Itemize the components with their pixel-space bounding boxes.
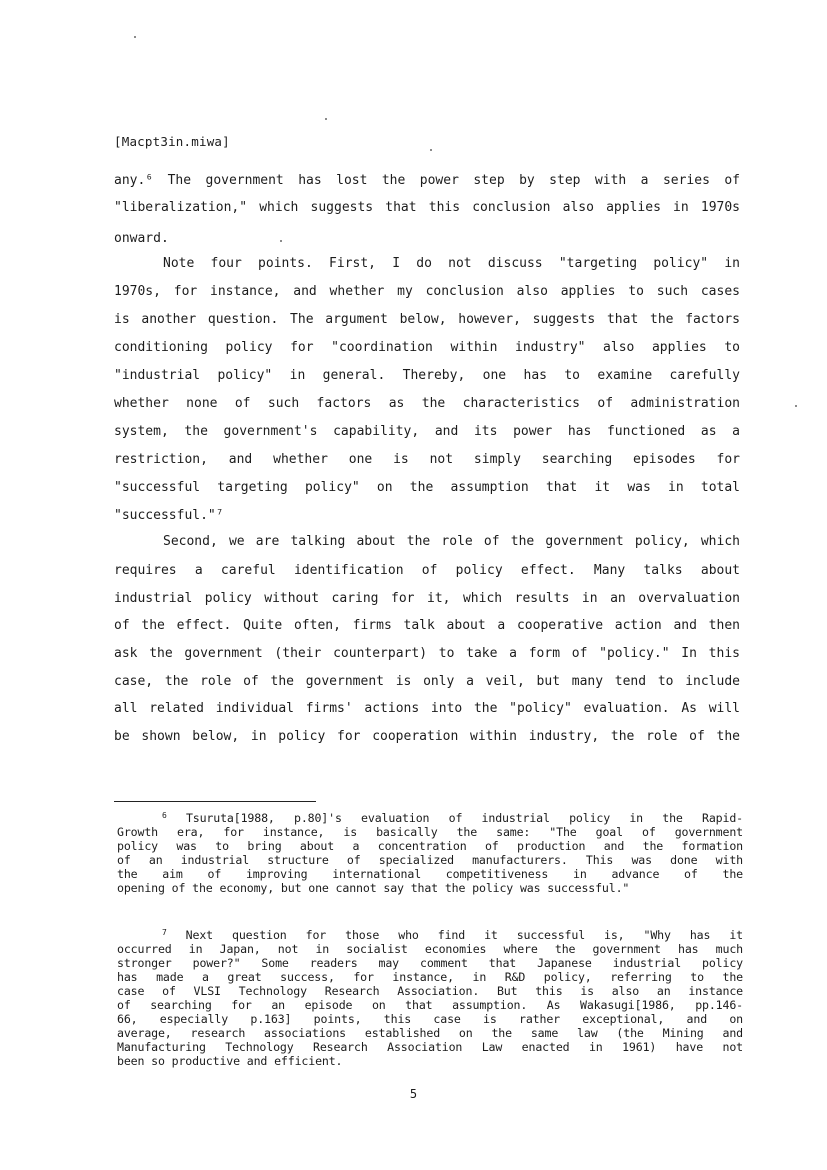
footnote-marker: 7 [162,928,167,937]
footnote-line: Manufacturing Technology Research Association Law enacted in 1961) have not [117,1040,743,1054]
body-line: requires a careful identification of policy effect. Many talks about [114,563,740,578]
scan-speck [795,405,797,407]
footnote-line: average, research associations established on the same law (the Mining and [117,1026,743,1040]
footnote-line: of searching for an episode on that assumption. As Wakasugi[1986, pp.146- [117,998,743,1012]
body-line: "liberalization," which suggests that this conclusion also applies in 1970s [114,200,740,215]
footnote-line: been so productive and efficient. [117,1054,343,1068]
footnote-text: Tsuruta[1988, p.80]'s evaluation of industrial policy in the Rapid- [185,811,743,825]
footnote-text: Next question for those who find it successful is, "Why has it [185,928,743,942]
footnote-line: of an industrial structure of specialized manufacturers. This was done with [117,853,743,867]
footnote-marker: 6 [162,811,167,820]
body-line: be shown below, in policy for cooperation within industry, the role of the [114,729,740,744]
footnote-line: the aim of improving international competitiveness in advance of the [117,867,743,881]
body-line: industrial policy without caring for it, which results in an overvaluation [114,591,740,606]
footnote-line: occurred in Japan, not in socialist economies where the government has much [117,942,743,956]
body-line: of the effect. Quite often, firms talk about a cooperative action and then [114,618,740,633]
body-line: Note four points. First, I do not discuss "targeting policy" in [163,256,740,271]
body-line: whether none of such factors as the characteristics of administration [114,396,740,411]
footnote-line [162,929,743,941]
scan-speck [430,149,432,151]
footnote-line: stronger power?" Some readers may comment that Japanese industrial policy [117,956,743,970]
footnote-line: 66, especially p.163] points, this case is rather exceptional, and on [117,1012,743,1026]
footnote-separator [114,801,316,802]
scan-speck [134,36,136,38]
body-line: is another question. The argument below, however, suggests that the factors [114,312,740,327]
footnote-line: case of VLSI Technology Research Association. But this is also an instance [117,984,743,998]
page-number: 5 [409,1087,418,1101]
body-line: onward. [114,231,169,246]
footnote-line: opening of the economy, but one cannot say that the policy was successful." [117,881,630,895]
body-line: system, the government's capability, and its power has functioned as a [114,424,740,439]
body-line: case, the role of the government is only a veil, but many tend to include [114,674,740,689]
body-line: conditioning policy for "coordination within industry" also applies to [114,340,740,355]
footnote-line: has made a great success, for instance, in R&D policy, referring to the [117,970,743,984]
document-filename-header: [Macpt3in.miwa] [114,134,230,149]
body-line: "successful."⁷ [114,508,224,523]
body-line: Second, we are talking about the role of the government policy, which [163,534,740,549]
body-line: any.⁶ The government has lost the power step by step with a series of [114,173,740,188]
footnote-line: Growth era, for instance, is basically the same: "The goal of government [117,825,743,839]
body-line: restriction, and whether one is not simply searching episodes for [114,452,740,467]
body-line: 1970s, for instance, and whether my conclusion also applies to such cases [114,284,740,299]
footnote-line [162,812,743,824]
body-line: "industrial policy" in general. Thereby, one has to examine carefully [114,368,740,383]
body-line: "successful targeting policy" on the assumption that it was in total [114,480,740,495]
body-line: all related individual firms' actions into the "policy" evaluation. As will [114,701,740,716]
scan-speck [325,118,327,120]
body-line: ask the government (their counterpart) to take a form of "policy." In this [114,646,740,661]
footnote-line: policy was to bring about a concentration of production and the formation [117,839,743,853]
